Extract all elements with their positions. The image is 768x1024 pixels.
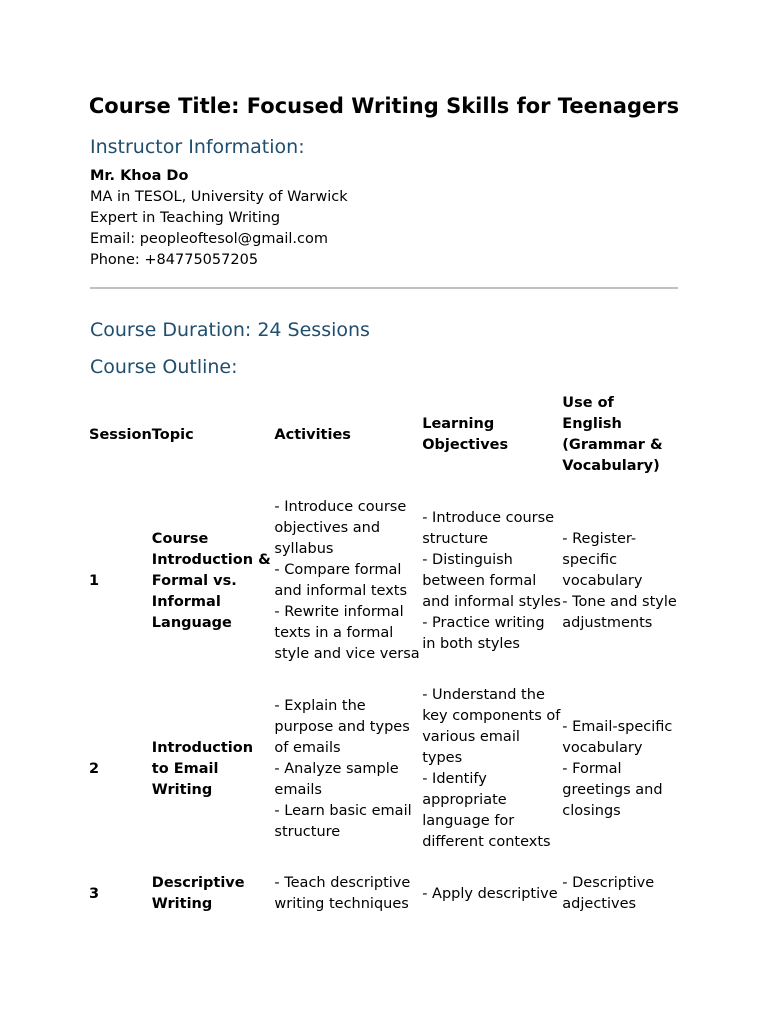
course-outline-table [89, 393, 678, 925]
table-row [89, 487, 678, 675]
cell-line: - Identify appropriate language for different contexts [422, 771, 551, 850]
cell-topic: Descriptive Writing [151, 875, 245, 912]
instructor-info [90, 166, 678, 271]
header-objectives: Learning Objectives [422, 416, 509, 453]
cell-line: - Teach descriptive writing techniques [274, 875, 411, 912]
cell-line: - Introduce course structure [422, 509, 555, 547]
instructor-expertise: Expert in Teaching Writing [90, 210, 281, 226]
cell-line: - Formal greetings and closings [562, 760, 663, 819]
cell-line: - Descriptive adjectives [562, 875, 655, 912]
cell-line: - Register-specific vocabulary [562, 530, 643, 589]
header-activities: Activities [274, 426, 351, 443]
document-page [90, 90, 678, 925]
cell-line: - Explain the purpose and types of emails [274, 697, 410, 756]
cell-objectives [422, 487, 562, 675]
header-session: Session [89, 426, 152, 443]
cell-line: - Practice writing in both styles [422, 614, 545, 652]
cell-objectives [422, 863, 562, 925]
cell-use-of-english [562, 863, 678, 925]
table-row [89, 863, 678, 925]
instructor-name: Mr. Khoa Do [90, 168, 189, 184]
cell-line: - Compare formal and informal texts [274, 562, 408, 599]
header-topic: Topic [151, 426, 194, 443]
cell-line: - Rewrite informal texts in a formal style and vice versa [274, 604, 420, 662]
instructor-heading: Instructor Information: [90, 136, 305, 158]
duration-heading: Course Duration: 24 Sessions [90, 319, 370, 341]
instructor-degree: MA in TESOL, University of Warwick [90, 189, 348, 205]
cell-line: - Introduce course objectives and syllabus [274, 499, 407, 557]
cell-topic: Introduction to Email Writing [151, 739, 254, 798]
cell-line: - Tone and style adjustments [562, 593, 677, 631]
instructor-email: Email: peopleoftesol@gmail.com [90, 231, 329, 247]
cell-use-of-english [562, 675, 678, 863]
outline-heading: Course Outline: [90, 356, 238, 378]
cell-line: - Apply descriptive [422, 885, 558, 902]
table-header-row [89, 393, 678, 487]
cell-use-of-english [562, 487, 678, 675]
cell-session: 2 [89, 760, 100, 777]
cell-line: - Distinguish between formal and informal styles [422, 551, 561, 610]
cell-activities [274, 487, 422, 675]
instructor-phone: Phone: +84775057205 [90, 252, 259, 268]
course-title: Course Title: Focused Writing Skills for Teenagers [88, 94, 680, 118]
cell-line: - Email-specific vocabulary [562, 718, 673, 756]
cell-session: 1 [89, 572, 100, 589]
cell-line: - Learn basic email structure [274, 802, 412, 840]
table-body [89, 487, 678, 925]
cell-objectives [422, 675, 562, 863]
cell-line: - Analyze sample emails [274, 760, 399, 798]
cell-activities [274, 675, 422, 863]
header-use-of-english: Use of English (Grammar & Vocabulary) [562, 395, 663, 474]
section-divider [90, 287, 678, 289]
table-row [89, 675, 678, 863]
cell-line: - Understand the key components of various email types [422, 687, 561, 766]
cell-session: 3 [89, 885, 100, 902]
cell-topic: Course Introduction & Formal vs. Informal Language [151, 530, 271, 631]
cell-activities [274, 863, 422, 925]
